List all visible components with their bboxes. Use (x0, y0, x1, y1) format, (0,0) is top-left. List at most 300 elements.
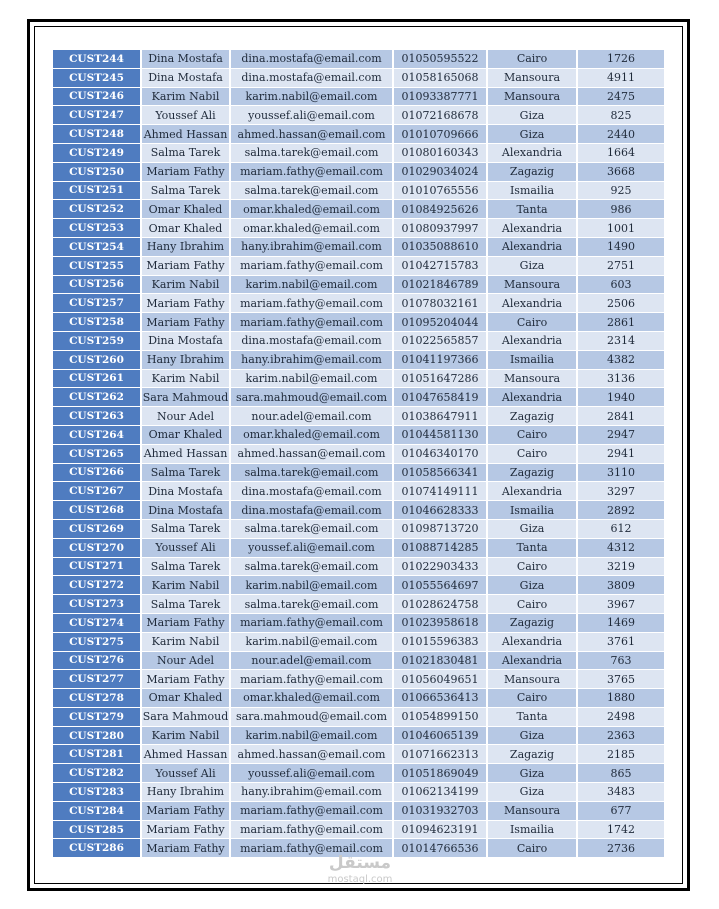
customer-id-cell: CUST258 (53, 313, 141, 332)
customer-id-cell: CUST250 (53, 162, 141, 181)
customer-phone-cell: 01031932703 (393, 801, 487, 820)
customer-city-cell: Mansoura (487, 670, 577, 689)
table-row (53, 745, 665, 764)
customer-id-cell: CUST244 (53, 50, 141, 68)
customer-name-cell: Omar Khaled (141, 200, 230, 219)
customer-name-cell: Nour Adel (141, 651, 230, 670)
customer-name-cell: Mariam Fathy (141, 313, 230, 332)
table-row (53, 200, 665, 219)
customer-city-cell: Alexandria (487, 331, 577, 350)
customer-amount-cell: 3809 (577, 576, 665, 595)
customer-phone-cell: 01021830481 (393, 651, 487, 670)
customer-amount-cell: 925 (577, 181, 665, 200)
customer-name-cell: Omar Khaled (141, 689, 230, 708)
customer-phone-cell: 01010709666 (393, 125, 487, 144)
customer-id-cell: CUST246 (53, 87, 141, 106)
customer-amount-cell: 2440 (577, 125, 665, 144)
customer-id-cell: CUST247 (53, 106, 141, 125)
table-row (53, 350, 665, 369)
customer-email-cell: nour.adel@email.com (230, 651, 393, 670)
customer-name-cell: Sara Mahmoud (141, 388, 230, 407)
customer-phone-cell: 01066536413 (393, 689, 487, 708)
customer-phone-cell: 01042715783 (393, 256, 487, 275)
customer-id-cell: CUST253 (53, 219, 141, 238)
customer-phone-cell: 01056049651 (393, 670, 487, 689)
customer-amount-cell: 2363 (577, 726, 665, 745)
customer-name-cell: Mariam Fathy (141, 670, 230, 689)
customer-id-cell: CUST254 (53, 237, 141, 256)
table-row (53, 783, 665, 802)
customer-amount-cell: 2861 (577, 313, 665, 332)
customer-phone-cell: 01084925626 (393, 200, 487, 219)
customer-id-cell: CUST262 (53, 388, 141, 407)
customer-city-cell: Tanta (487, 538, 577, 557)
table-row (53, 726, 665, 745)
customer-city-cell: Giza (487, 576, 577, 595)
customer-id-cell: CUST255 (53, 256, 141, 275)
customer-city-cell: Giza (487, 256, 577, 275)
customer-phone-cell: 01078032161 (393, 294, 487, 313)
table-row (53, 369, 665, 388)
customer-name-cell: Dina Mostafa (141, 50, 230, 68)
customer-id-cell: CUST274 (53, 613, 141, 632)
customer-id-cell: CUST256 (53, 275, 141, 294)
customer-email-cell: karim.nabil@email.com (230, 576, 393, 595)
customer-amount-cell: 1490 (577, 237, 665, 256)
customer-name-cell: Ahmed Hassan (141, 444, 230, 463)
customer-id-cell: CUST285 (53, 820, 141, 839)
customer-id-cell: CUST266 (53, 463, 141, 482)
customer-phone-cell: 01029034024 (393, 162, 487, 181)
customer-name-cell: Mariam Fathy (141, 801, 230, 820)
customer-amount-cell: 2751 (577, 256, 665, 275)
customer-email-cell: ahmed.hassan@email.com (230, 745, 393, 764)
customer-city-cell: Giza (487, 783, 577, 802)
customer-email-cell: hany.ibrahim@email.com (230, 237, 393, 256)
customer-city-cell: Giza (487, 106, 577, 125)
customer-amount-cell: 4312 (577, 538, 665, 557)
customer-city-cell: Giza (487, 764, 577, 783)
customer-city-cell: Ismailia (487, 181, 577, 200)
customer-city-cell: Tanta (487, 200, 577, 219)
customer-id-cell: CUST260 (53, 350, 141, 369)
customer-id-cell: CUST282 (53, 764, 141, 783)
customer-name-cell: Youssef Ali (141, 538, 230, 557)
customer-amount-cell: 3765 (577, 670, 665, 689)
customer-phone-cell: 01038647911 (393, 407, 487, 426)
customer-amount-cell: 3219 (577, 557, 665, 576)
customer-city-cell: Alexandria (487, 632, 577, 651)
customer-id-cell: CUST249 (53, 143, 141, 162)
customer-name-cell: Salma Tarek (141, 595, 230, 614)
customer-name-cell: Dina Mostafa (141, 68, 230, 87)
customer-amount-cell: 3761 (577, 632, 665, 651)
customer-amount-cell: 1940 (577, 388, 665, 407)
customer-email-cell: youssef.ali@email.com (230, 538, 393, 557)
table-row (53, 50, 665, 68)
customer-email-cell: omar.khaled@email.com (230, 425, 393, 444)
customer-id-cell: CUST264 (53, 425, 141, 444)
customer-phone-cell: 01050595522 (393, 50, 487, 68)
customer-amount-cell: 612 (577, 519, 665, 538)
customer-email-cell: mariam.fathy@email.com (230, 670, 393, 689)
customer-id-cell: CUST270 (53, 538, 141, 557)
customer-city-cell: Ismailia (487, 820, 577, 839)
customer-phone-cell: 01093387771 (393, 87, 487, 106)
table-row (53, 482, 665, 501)
customer-city-cell: Cairo (487, 50, 577, 68)
customer-amount-cell: 603 (577, 275, 665, 294)
customer-name-cell: Mariam Fathy (141, 839, 230, 858)
customer-amount-cell: 3297 (577, 482, 665, 501)
customer-amount-cell: 4382 (577, 350, 665, 369)
customer-city-cell: Alexandria (487, 294, 577, 313)
customer-city-cell: Alexandria (487, 219, 577, 238)
table-row (53, 181, 665, 200)
customer-id-cell: CUST280 (53, 726, 141, 745)
customer-city-cell: Tanta (487, 707, 577, 726)
customer-phone-cell: 01044581130 (393, 425, 487, 444)
table-row (53, 331, 665, 350)
customer-name-cell: Hany Ibrahim (141, 350, 230, 369)
customer-name-cell: Karim Nabil (141, 632, 230, 651)
customer-id-cell: CUST272 (53, 576, 141, 595)
customer-email-cell: salma.tarek@email.com (230, 181, 393, 200)
customer-amount-cell: 2506 (577, 294, 665, 313)
customer-id-cell: CUST245 (53, 68, 141, 87)
table-row (53, 632, 665, 651)
customer-city-cell: Cairo (487, 557, 577, 576)
table-row (53, 519, 665, 538)
customer-email-cell: ahmed.hassan@email.com (230, 125, 393, 144)
customer-name-cell: Karim Nabil (141, 275, 230, 294)
customer-name-cell: Mariam Fathy (141, 256, 230, 275)
customer-city-cell: Mansoura (487, 68, 577, 87)
customer-amount-cell: 1664 (577, 143, 665, 162)
customer-phone-cell: 01074149111 (393, 482, 487, 501)
customer-name-cell: Dina Mostafa (141, 482, 230, 501)
watermark (314, 852, 406, 890)
customer-city-cell: Zagazig (487, 463, 577, 482)
customer-name-cell: Youssef Ali (141, 106, 230, 125)
customer-email-cell: omar.khaled@email.com (230, 200, 393, 219)
table-row (53, 613, 665, 632)
table-row (53, 463, 665, 482)
watermark-logo: مستقل (328, 853, 392, 873)
table-row (53, 707, 665, 726)
customer-id-cell: CUST286 (53, 839, 141, 858)
customer-email-cell: youssef.ali@email.com (230, 764, 393, 783)
customer-city-cell: Cairo (487, 839, 577, 858)
table-row (53, 106, 665, 125)
customer-phone-cell: 01047658419 (393, 388, 487, 407)
table-row (53, 538, 665, 557)
customer-city-cell: Cairo (487, 689, 577, 708)
customer-amount-cell: 2892 (577, 501, 665, 520)
table-row (53, 576, 665, 595)
customer-id-cell: CUST269 (53, 519, 141, 538)
customer-name-cell: Hany Ibrahim (141, 237, 230, 256)
customer-amount-cell: 2475 (577, 87, 665, 106)
table-row (53, 388, 665, 407)
customer-name-cell: Youssef Ali (141, 764, 230, 783)
customer-email-cell: mariam.fathy@email.com (230, 820, 393, 839)
customer-email-cell: sara.mahmoud@email.com (230, 388, 393, 407)
customer-phone-cell: 01035088610 (393, 237, 487, 256)
customer-amount-cell: 2941 (577, 444, 665, 463)
customer-email-cell: mariam.fathy@email.com (230, 256, 393, 275)
customer-email-cell: youssef.ali@email.com (230, 106, 393, 125)
customer-city-cell: Alexandria (487, 482, 577, 501)
table-row (53, 670, 665, 689)
customer-id-cell: CUST251 (53, 181, 141, 200)
customer-amount-cell: 2736 (577, 839, 665, 858)
customer-city-cell: Zagazig (487, 407, 577, 426)
table-row (53, 125, 665, 144)
customer-name-cell: Karim Nabil (141, 576, 230, 595)
customer-phone-cell: 01015596383 (393, 632, 487, 651)
customer-phone-cell: 01095204044 (393, 313, 487, 332)
customer-phone-cell: 01022903433 (393, 557, 487, 576)
customer-amount-cell: 2185 (577, 745, 665, 764)
customer-phone-cell: 01046340170 (393, 444, 487, 463)
customer-city-cell: Cairo (487, 313, 577, 332)
customer-email-cell: dina.mostafa@email.com (230, 501, 393, 520)
customer-name-cell: Mariam Fathy (141, 162, 230, 181)
customer-email-cell: karim.nabil@email.com (230, 275, 393, 294)
customer-phone-cell: 01062134199 (393, 783, 487, 802)
customer-city-cell: Mansoura (487, 369, 577, 388)
customer-email-cell: mariam.fathy@email.com (230, 839, 393, 858)
customer-name-cell: Mariam Fathy (141, 294, 230, 313)
customer-amount-cell: 677 (577, 801, 665, 820)
table-row (53, 219, 665, 238)
customer-id-cell: CUST276 (53, 651, 141, 670)
customer-phone-cell: 01023958618 (393, 613, 487, 632)
customer-phone-cell: 01058165068 (393, 68, 487, 87)
customer-phone-cell: 01014766536 (393, 839, 487, 858)
customer-id-cell: CUST252 (53, 200, 141, 219)
customer-amount-cell: 1001 (577, 219, 665, 238)
customer-phone-cell: 01088714285 (393, 538, 487, 557)
customer-amount-cell: 1880 (577, 689, 665, 708)
customer-amount-cell: 1469 (577, 613, 665, 632)
customer-amount-cell: 3668 (577, 162, 665, 181)
customer-name-cell: Salma Tarek (141, 519, 230, 538)
customer-name-cell: Ahmed Hassan (141, 125, 230, 144)
customer-amount-cell: 4911 (577, 68, 665, 87)
customer-email-cell: mariam.fathy@email.com (230, 613, 393, 632)
customer-city-cell: Zagazig (487, 745, 577, 764)
customer-email-cell: salma.tarek@email.com (230, 557, 393, 576)
customer-city-cell: Giza (487, 726, 577, 745)
customer-amount-cell: 3483 (577, 783, 665, 802)
customer-id-cell: CUST265 (53, 444, 141, 463)
customer-amount-cell: 2498 (577, 707, 665, 726)
customer-name-cell: Salma Tarek (141, 557, 230, 576)
customer-city-cell: Giza (487, 125, 577, 144)
customer-city-cell: Mansoura (487, 87, 577, 106)
customer-city-cell: Zagazig (487, 613, 577, 632)
customer-amount-cell: 2314 (577, 331, 665, 350)
customer-email-cell: salma.tarek@email.com (230, 143, 393, 162)
customer-email-cell: karim.nabil@email.com (230, 632, 393, 651)
customer-amount-cell: 763 (577, 651, 665, 670)
customer-email-cell: karim.nabil@email.com (230, 87, 393, 106)
customer-email-cell: karim.nabil@email.com (230, 369, 393, 388)
customer-city-cell: Alexandria (487, 651, 577, 670)
customer-phone-cell: 01051869049 (393, 764, 487, 783)
table-row (53, 764, 665, 783)
customer-city-cell: Alexandria (487, 388, 577, 407)
customer-name-cell: Karim Nabil (141, 726, 230, 745)
customer-name-cell: Dina Mostafa (141, 331, 230, 350)
customer-amount-cell: 3110 (577, 463, 665, 482)
table-row (53, 444, 665, 463)
customer-email-cell: salma.tarek@email.com (230, 463, 393, 482)
customer-id-cell: CUST259 (53, 331, 141, 350)
customer-email-cell: mariam.fathy@email.com (230, 801, 393, 820)
customer-city-cell: Mansoura (487, 801, 577, 820)
customer-email-cell: sara.mahmoud@email.com (230, 707, 393, 726)
customer-phone-cell: 01058566341 (393, 463, 487, 482)
customer-city-cell: Alexandria (487, 237, 577, 256)
customer-id-cell: CUST279 (53, 707, 141, 726)
table-row (53, 425, 665, 444)
customer-email-cell: omar.khaled@email.com (230, 689, 393, 708)
table-row (53, 68, 665, 87)
customer-name-cell: Karim Nabil (141, 87, 230, 106)
customer-name-cell: Mariam Fathy (141, 613, 230, 632)
table-row (53, 557, 665, 576)
customer-phone-cell: 01055564697 (393, 576, 487, 595)
table-row (53, 294, 665, 313)
customer-email-cell: salma.tarek@email.com (230, 519, 393, 538)
customer-city-cell: Ismailia (487, 350, 577, 369)
customer-email-cell: mariam.fathy@email.com (230, 162, 393, 181)
customer-city-cell: Giza (487, 519, 577, 538)
customer-phone-cell: 01046628333 (393, 501, 487, 520)
customer-id-cell: CUST267 (53, 482, 141, 501)
customer-email-cell: nour.adel@email.com (230, 407, 393, 426)
customer-name-cell: Omar Khaled (141, 425, 230, 444)
customer-email-cell: dina.mostafa@email.com (230, 50, 393, 68)
customer-id-cell: CUST278 (53, 689, 141, 708)
customer-email-cell: omar.khaled@email.com (230, 219, 393, 238)
table-row (53, 313, 665, 332)
customer-name-cell: Salma Tarek (141, 463, 230, 482)
customer-id-cell: CUST261 (53, 369, 141, 388)
customer-phone-cell: 01046065139 (393, 726, 487, 745)
table-row (53, 407, 665, 426)
customer-email-cell: hany.ibrahim@email.com (230, 783, 393, 802)
table-row (53, 651, 665, 670)
customer-id-cell: CUST281 (53, 745, 141, 764)
customer-name-cell: Dina Mostafa (141, 501, 230, 520)
customer-city-cell: Cairo (487, 595, 577, 614)
customer-name-cell: Omar Khaled (141, 219, 230, 238)
table-row (53, 501, 665, 520)
customer-email-cell: dina.mostafa@email.com (230, 331, 393, 350)
customer-amount-cell: 3967 (577, 595, 665, 614)
customer-name-cell: Karim Nabil (141, 369, 230, 388)
customer-name-cell: Salma Tarek (141, 181, 230, 200)
customer-email-cell: hany.ibrahim@email.com (230, 350, 393, 369)
customer-id-cell: CUST263 (53, 407, 141, 426)
customer-email-cell: karim.nabil@email.com (230, 726, 393, 745)
customer-id-cell: CUST257 (53, 294, 141, 313)
customer-amount-cell: 1726 (577, 50, 665, 68)
customer-email-cell: ahmed.hassan@email.com (230, 444, 393, 463)
customer-id-cell: CUST248 (53, 125, 141, 144)
customer-city-cell: Cairo (487, 425, 577, 444)
customer-phone-cell: 01080937997 (393, 219, 487, 238)
table-row (53, 143, 665, 162)
customer-email-cell: dina.mostafa@email.com (230, 68, 393, 87)
customer-email-cell: salma.tarek@email.com (230, 595, 393, 614)
customer-name-cell: Hany Ibrahim (141, 783, 230, 802)
customer-email-cell: dina.mostafa@email.com (230, 482, 393, 501)
customer-id-cell: CUST284 (53, 801, 141, 820)
customer-amount-cell: 3136 (577, 369, 665, 388)
customer-amount-cell: 1742 (577, 820, 665, 839)
customer-email-cell: mariam.fathy@email.com (230, 294, 393, 313)
customer-id-cell: CUST268 (53, 501, 141, 520)
table-row (53, 689, 665, 708)
customer-table (53, 50, 666, 858)
customer-city-cell: Zagazig (487, 162, 577, 181)
table-row (53, 820, 665, 839)
customer-phone-cell: 01080160343 (393, 143, 487, 162)
customer-phone-cell: 01022565857 (393, 331, 487, 350)
customer-city-cell: Ismailia (487, 501, 577, 520)
customer-name-cell: Mariam Fathy (141, 820, 230, 839)
customer-amount-cell: 2947 (577, 425, 665, 444)
customer-phone-cell: 01051647286 (393, 369, 487, 388)
customer-amount-cell: 986 (577, 200, 665, 219)
customer-id-cell: CUST273 (53, 595, 141, 614)
customer-id-cell: CUST283 (53, 783, 141, 802)
customer-id-cell: CUST275 (53, 632, 141, 651)
customer-phone-cell: 01010765556 (393, 181, 487, 200)
customer-name-cell: Ahmed Hassan (141, 745, 230, 764)
customer-amount-cell: 865 (577, 764, 665, 783)
table-row (53, 87, 665, 106)
table-row (53, 237, 665, 256)
customer-id-cell: CUST271 (53, 557, 141, 576)
table-row (53, 275, 665, 294)
customer-phone-cell: 01098713720 (393, 519, 487, 538)
table-row (53, 801, 665, 820)
customer-city-cell: Alexandria (487, 143, 577, 162)
customer-id-cell: CUST277 (53, 670, 141, 689)
customer-phone-cell: 01041197366 (393, 350, 487, 369)
customer-phone-cell: 01072168678 (393, 106, 487, 125)
customer-city-cell: Mansoura (487, 275, 577, 294)
customer-phone-cell: 01021846789 (393, 275, 487, 294)
customer-name-cell: Sara Mahmoud (141, 707, 230, 726)
table-row (53, 256, 665, 275)
customer-amount-cell: 825 (577, 106, 665, 125)
customer-phone-cell: 01071662313 (393, 745, 487, 764)
table-row (53, 595, 665, 614)
customer-name-cell: Salma Tarek (141, 143, 230, 162)
customer-email-cell: mariam.fathy@email.com (230, 313, 393, 332)
customer-city-cell: Cairo (487, 444, 577, 463)
table-row (53, 162, 665, 181)
customer-table-body (53, 50, 665, 858)
customer-phone-cell: 01054899150 (393, 707, 487, 726)
